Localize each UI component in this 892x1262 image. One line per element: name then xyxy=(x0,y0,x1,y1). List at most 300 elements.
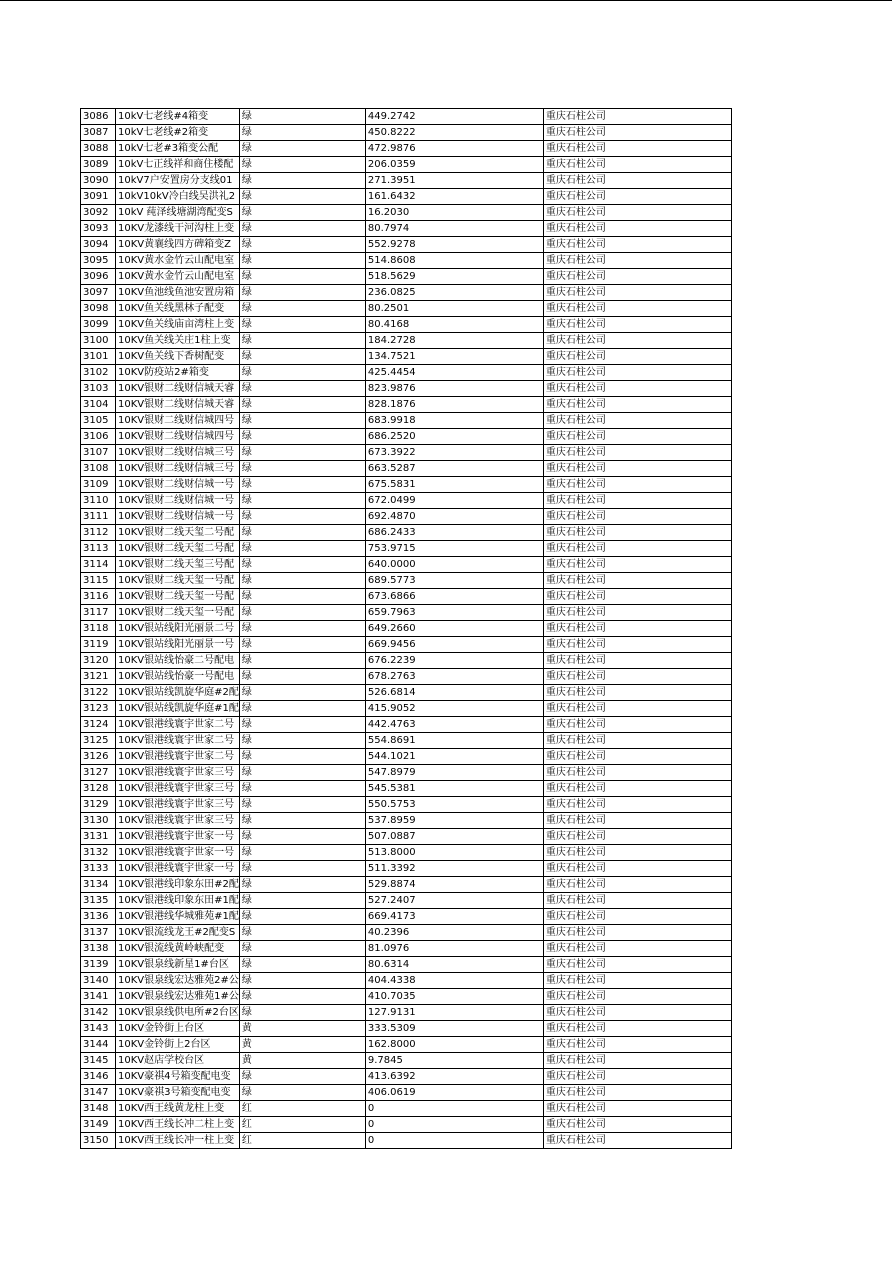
status-cell: 黄 xyxy=(239,1053,365,1069)
company-cell: 重庆石柱公司 xyxy=(543,1037,731,1053)
company-cell: 重庆石柱公司 xyxy=(543,237,731,253)
row-id-cell: 3089 xyxy=(81,157,116,173)
value-cell: 127.9131 xyxy=(365,1005,543,1021)
company-cell: 重庆石柱公司 xyxy=(543,829,731,845)
device-name-cell: 10KV黄水金竹云山配电室 xyxy=(116,269,240,285)
company-cell: 重庆石柱公司 xyxy=(543,765,731,781)
device-name-cell: 10kV 莼泽线塘湖湾配变S xyxy=(116,205,240,221)
device-name-cell: 10KV银港线寰宇世家一号 xyxy=(116,845,240,861)
table-row xyxy=(81,413,732,429)
value-cell: 80.4168 xyxy=(365,317,543,333)
table-row xyxy=(81,733,732,749)
row-id-cell: 3097 xyxy=(81,285,116,301)
table-row xyxy=(81,813,732,829)
table-row xyxy=(81,429,732,445)
company-cell: 重庆石柱公司 xyxy=(543,1085,731,1101)
company-cell: 重庆石柱公司 xyxy=(543,573,731,589)
company-cell: 重庆石柱公司 xyxy=(543,333,731,349)
status-cell: 绿 xyxy=(239,189,365,205)
row-id-cell: 3106 xyxy=(81,429,116,445)
table-row xyxy=(81,157,732,173)
device-name-cell: 10KV银港线寰宇世家一号 xyxy=(116,829,240,845)
table-row xyxy=(81,765,732,781)
status-cell: 绿 xyxy=(239,349,365,365)
row-id-cell: 3131 xyxy=(81,829,116,845)
table-row xyxy=(81,861,732,877)
table-row xyxy=(81,573,732,589)
table-row xyxy=(81,525,732,541)
status-cell: 绿 xyxy=(239,589,365,605)
company-cell: 重庆石柱公司 xyxy=(543,189,731,205)
device-name-cell: 10KV银财二线财信城三号 xyxy=(116,461,240,477)
device-name-cell: 10KV银站线凯旋华庭#1配 xyxy=(116,701,240,717)
company-cell: 重庆石柱公司 xyxy=(543,253,731,269)
status-cell: 绿 xyxy=(239,877,365,893)
table-row xyxy=(81,605,732,621)
company-cell: 重庆石柱公司 xyxy=(543,589,731,605)
value-cell: 514.8608 xyxy=(365,253,543,269)
status-cell: 绿 xyxy=(239,1069,365,1085)
device-name-cell: 10KV银港线寰宇世家二号 xyxy=(116,733,240,749)
status-cell: 红 xyxy=(239,1117,365,1133)
status-cell: 绿 xyxy=(239,445,365,461)
table-row xyxy=(81,477,732,493)
value-cell: 527.2407 xyxy=(365,893,543,909)
value-cell: 547.8979 xyxy=(365,765,543,781)
row-id-cell: 3133 xyxy=(81,861,116,877)
status-cell: 绿 xyxy=(239,717,365,733)
value-cell: 686.2433 xyxy=(365,525,543,541)
company-cell: 重庆石柱公司 xyxy=(543,893,731,909)
row-id-cell: 3109 xyxy=(81,477,116,493)
company-cell: 重庆石柱公司 xyxy=(543,781,731,797)
table-row xyxy=(81,397,732,413)
value-cell: 410.7035 xyxy=(365,989,543,1005)
table-row xyxy=(81,1117,732,1133)
status-cell: 黄 xyxy=(239,1037,365,1053)
company-cell: 重庆石柱公司 xyxy=(543,301,731,317)
table-row xyxy=(81,973,732,989)
table-row xyxy=(81,189,732,205)
table-row xyxy=(81,1101,732,1117)
device-name-cell: 10kV七老线#2箱变 xyxy=(116,125,240,141)
value-cell: 518.5629 xyxy=(365,269,543,285)
status-cell: 绿 xyxy=(239,413,365,429)
row-id-cell: 3142 xyxy=(81,1005,116,1021)
company-cell: 重庆石柱公司 xyxy=(543,509,731,525)
company-cell: 重庆石柱公司 xyxy=(543,701,731,717)
status-cell: 绿 xyxy=(239,237,365,253)
row-id-cell: 3150 xyxy=(81,1133,116,1149)
row-id-cell: 3095 xyxy=(81,253,116,269)
company-cell: 重庆石柱公司 xyxy=(543,909,731,925)
status-cell: 绿 xyxy=(239,749,365,765)
value-cell: 544.1021 xyxy=(365,749,543,765)
row-id-cell: 3118 xyxy=(81,621,116,637)
row-id-cell: 3087 xyxy=(81,125,116,141)
table-row xyxy=(81,1133,732,1149)
value-cell: 134.7521 xyxy=(365,349,543,365)
row-id-cell: 3122 xyxy=(81,685,116,701)
value-cell: 333.5309 xyxy=(365,1021,543,1037)
row-id-cell: 3094 xyxy=(81,237,116,253)
value-cell: 442.4763 xyxy=(365,717,543,733)
company-cell: 重庆石柱公司 xyxy=(543,653,731,669)
value-cell: 9.7845 xyxy=(365,1053,543,1069)
row-id-cell: 3102 xyxy=(81,365,116,381)
table-row xyxy=(81,717,732,733)
row-id-cell: 3143 xyxy=(81,1021,116,1037)
table-body xyxy=(81,109,732,1149)
value-cell: 669.9456 xyxy=(365,637,543,653)
row-id-cell: 3137 xyxy=(81,925,116,941)
device-name-cell: 10KV银财二线财信城一号 xyxy=(116,493,240,509)
status-cell: 绿 xyxy=(239,557,365,573)
row-id-cell: 3088 xyxy=(81,141,116,157)
row-id-cell: 3132 xyxy=(81,845,116,861)
device-name-cell: 10KV银泉线宏达雅苑2#公 xyxy=(116,973,240,989)
status-cell: 绿 xyxy=(239,157,365,173)
device-name-cell: 10kV七老#3箱变公配 xyxy=(116,141,240,157)
table-row xyxy=(81,669,732,685)
row-id-cell: 3114 xyxy=(81,557,116,573)
company-cell: 重庆石柱公司 xyxy=(543,1069,731,1085)
company-cell: 重庆石柱公司 xyxy=(543,813,731,829)
status-cell: 绿 xyxy=(239,173,365,189)
row-id-cell: 3096 xyxy=(81,269,116,285)
value-cell: 689.5773 xyxy=(365,573,543,589)
table-row xyxy=(81,109,732,125)
value-cell: 669.4173 xyxy=(365,909,543,925)
status-cell: 绿 xyxy=(239,141,365,157)
table-row xyxy=(81,1037,732,1053)
company-cell: 重庆石柱公司 xyxy=(543,205,731,221)
table-row xyxy=(81,989,732,1005)
device-name-cell: 10KV豪祺4号箱变配电变 xyxy=(116,1069,240,1085)
row-id-cell: 3127 xyxy=(81,765,116,781)
device-name-cell: 10KV银财二线财信城四号 xyxy=(116,429,240,445)
company-cell: 重庆石柱公司 xyxy=(543,861,731,877)
device-name-cell: 10KV鱼关线下香树配变 xyxy=(116,349,240,365)
value-cell: 673.6866 xyxy=(365,589,543,605)
device-name-cell: 10KV银站线凯旋华庭#2配 xyxy=(116,685,240,701)
value-cell: 663.5287 xyxy=(365,461,543,477)
status-cell: 绿 xyxy=(239,221,365,237)
company-cell: 重庆石柱公司 xyxy=(543,541,731,557)
status-cell: 绿 xyxy=(239,765,365,781)
row-id-cell: 3086 xyxy=(81,109,116,125)
status-cell: 绿 xyxy=(239,845,365,861)
company-cell: 重庆石柱公司 xyxy=(543,925,731,941)
status-cell: 绿 xyxy=(239,941,365,957)
table-row xyxy=(81,317,732,333)
device-name-cell: 10KV银流线黄岭峡配变 xyxy=(116,941,240,957)
company-cell: 重庆石柱公司 xyxy=(543,173,731,189)
table-row xyxy=(81,877,732,893)
value-cell: 271.3951 xyxy=(365,173,543,189)
row-id-cell: 3110 xyxy=(81,493,116,509)
device-name-cell: 10KV银财二线财信城天睿 xyxy=(116,381,240,397)
value-cell: 425.4454 xyxy=(365,365,543,381)
table-row xyxy=(81,461,732,477)
status-cell: 绿 xyxy=(239,477,365,493)
row-id-cell: 3149 xyxy=(81,1117,116,1133)
value-cell: 80.6314 xyxy=(365,957,543,973)
company-cell: 重庆石柱公司 xyxy=(543,413,731,429)
company-cell: 重庆石柱公司 xyxy=(543,349,731,365)
table-row xyxy=(81,1021,732,1037)
status-cell: 绿 xyxy=(239,1005,365,1021)
company-cell: 重庆石柱公司 xyxy=(543,317,731,333)
status-cell: 红 xyxy=(239,1101,365,1117)
value-cell: 236.0825 xyxy=(365,285,543,301)
row-id-cell: 3128 xyxy=(81,781,116,797)
company-cell: 重庆石柱公司 xyxy=(543,957,731,973)
device-name-cell: 10KV银港线寰宇世家二号 xyxy=(116,749,240,765)
device-name-cell: 10KV鱼关线黑林子配变 xyxy=(116,301,240,317)
value-cell: 640.0000 xyxy=(365,557,543,573)
company-cell: 重庆石柱公司 xyxy=(543,445,731,461)
status-cell: 绿 xyxy=(239,205,365,221)
device-name-cell: 10KV鱼池线鱼池安置房箱 xyxy=(116,285,240,301)
table-row xyxy=(81,493,732,509)
status-cell: 绿 xyxy=(239,397,365,413)
page-top-border xyxy=(0,0,892,1)
device-name-cell: 10KV西王线长冲一柱上变 xyxy=(116,1133,240,1149)
row-id-cell: 3098 xyxy=(81,301,116,317)
row-id-cell: 3123 xyxy=(81,701,116,717)
status-cell: 绿 xyxy=(239,573,365,589)
company-cell: 重庆石柱公司 xyxy=(543,637,731,653)
value-cell: 80.7974 xyxy=(365,221,543,237)
row-id-cell: 3145 xyxy=(81,1053,116,1069)
status-cell: 绿 xyxy=(239,493,365,509)
table-row xyxy=(81,141,732,157)
device-name-cell: 10KV西王线长冲二柱上变 xyxy=(116,1117,240,1133)
value-cell: 683.9918 xyxy=(365,413,543,429)
device-name-cell: 10KV黄襄线四方碑箱变Z xyxy=(116,237,240,253)
table-row xyxy=(81,589,732,605)
table-row xyxy=(81,749,732,765)
status-cell: 绿 xyxy=(239,957,365,973)
value-cell: 823.9876 xyxy=(365,381,543,397)
device-name-cell: 10KV银港线寰宇世家一号 xyxy=(116,861,240,877)
row-id-cell: 3141 xyxy=(81,989,116,1005)
value-cell: 80.2501 xyxy=(365,301,543,317)
value-cell: 513.8000 xyxy=(365,845,543,861)
table-row xyxy=(81,1085,732,1101)
value-cell: 404.4338 xyxy=(365,973,543,989)
company-cell: 重庆石柱公司 xyxy=(543,1101,731,1117)
device-name-cell: 10KV银财二线财信城一号 xyxy=(116,477,240,493)
value-cell: 0 xyxy=(365,1101,543,1117)
value-cell: 659.7963 xyxy=(365,605,543,621)
device-name-cell: 10kV7户安置房分支线01 xyxy=(116,173,240,189)
status-cell: 绿 xyxy=(239,1085,365,1101)
device-name-cell: 10KV龙漆线干河沟柱上变 xyxy=(116,221,240,237)
device-name-cell: 10KV银财二线财信城天睿 xyxy=(116,397,240,413)
company-cell: 重庆石柱公司 xyxy=(543,1133,731,1149)
table-row xyxy=(81,909,732,925)
device-name-cell: 10KV银财二线天玺一号配 xyxy=(116,573,240,589)
status-cell: 绿 xyxy=(239,909,365,925)
status-cell: 绿 xyxy=(239,109,365,125)
row-id-cell: 3135 xyxy=(81,893,116,909)
table-row xyxy=(81,253,732,269)
row-id-cell: 3119 xyxy=(81,637,116,653)
status-cell: 绿 xyxy=(239,701,365,717)
row-id-cell: 3103 xyxy=(81,381,116,397)
company-cell: 重庆石柱公司 xyxy=(543,717,731,733)
device-name-cell: 10KV银港线寰宇世家二号 xyxy=(116,717,240,733)
row-id-cell: 3090 xyxy=(81,173,116,189)
company-cell: 重庆石柱公司 xyxy=(543,125,731,141)
company-cell: 重庆石柱公司 xyxy=(543,973,731,989)
status-cell: 绿 xyxy=(239,541,365,557)
table-row xyxy=(81,1069,732,1085)
row-id-cell: 3136 xyxy=(81,909,116,925)
row-id-cell: 3111 xyxy=(81,509,116,525)
status-cell: 红 xyxy=(239,1133,365,1149)
row-id-cell: 3125 xyxy=(81,733,116,749)
company-cell: 重庆石柱公司 xyxy=(543,221,731,237)
value-cell: 449.2742 xyxy=(365,109,543,125)
status-cell: 绿 xyxy=(239,861,365,877)
device-name-cell: 10KV赵店学校台区 xyxy=(116,1053,240,1069)
value-cell: 16.2030 xyxy=(365,205,543,221)
device-name-cell: 10KV金铃街上台区 xyxy=(116,1021,240,1037)
row-id-cell: 3129 xyxy=(81,797,116,813)
company-cell: 重庆石柱公司 xyxy=(543,269,731,285)
company-cell: 重庆石柱公司 xyxy=(543,461,731,477)
value-cell: 406.0619 xyxy=(365,1085,543,1101)
value-cell: 537.8959 xyxy=(365,813,543,829)
device-name-cell: 10KV银港线寰宇世家三号 xyxy=(116,765,240,781)
status-cell: 绿 xyxy=(239,429,365,445)
status-cell: 绿 xyxy=(239,973,365,989)
device-name-cell: 10KV银港线印象东田#2配 xyxy=(116,877,240,893)
table-row xyxy=(81,221,732,237)
row-id-cell: 3121 xyxy=(81,669,116,685)
status-cell: 绿 xyxy=(239,733,365,749)
value-cell: 554.8691 xyxy=(365,733,543,749)
table-row xyxy=(81,1005,732,1021)
row-id-cell: 3139 xyxy=(81,957,116,973)
device-name-cell: 10kV七老线#4箱变 xyxy=(116,109,240,125)
status-cell: 绿 xyxy=(239,461,365,477)
table-row xyxy=(81,685,732,701)
table-row xyxy=(81,925,732,941)
row-id-cell: 3100 xyxy=(81,333,116,349)
value-cell: 672.0499 xyxy=(365,493,543,509)
table-row xyxy=(81,205,732,221)
table-row xyxy=(81,797,732,813)
device-name-cell: 10kV七正线祥和商住楼配 xyxy=(116,157,240,173)
company-cell: 重庆石柱公司 xyxy=(543,797,731,813)
company-cell: 重庆石柱公司 xyxy=(543,365,731,381)
row-id-cell: 3099 xyxy=(81,317,116,333)
row-id-cell: 3126 xyxy=(81,749,116,765)
table-row xyxy=(81,509,732,525)
value-cell: 545.5381 xyxy=(365,781,543,797)
device-name-cell: 10KV银财二线财信城四号 xyxy=(116,413,240,429)
value-cell: 828.1876 xyxy=(365,397,543,413)
value-cell: 526.6814 xyxy=(365,685,543,701)
status-cell: 绿 xyxy=(239,621,365,637)
status-cell: 绿 xyxy=(239,813,365,829)
device-name-cell: 10KV银财二线天玺一号配 xyxy=(116,589,240,605)
table-row xyxy=(81,653,732,669)
device-name-cell: 10KV金铃街上2台区 xyxy=(116,1037,240,1053)
device-name-cell: 10KV银港线华城雅苑#1配 xyxy=(116,909,240,925)
device-name-cell: 10KV银港线寰宇世家三号 xyxy=(116,781,240,797)
company-cell: 重庆石柱公司 xyxy=(543,557,731,573)
status-cell: 绿 xyxy=(239,925,365,941)
device-name-cell: 10KV鱼关线关庄1柱上变 xyxy=(116,333,240,349)
value-cell: 184.2728 xyxy=(365,333,543,349)
table-row xyxy=(81,301,732,317)
value-cell: 81.0976 xyxy=(365,941,543,957)
company-cell: 重庆石柱公司 xyxy=(543,845,731,861)
data-table xyxy=(80,108,732,1149)
device-name-cell: 10KV银财二线天玺二号配 xyxy=(116,541,240,557)
value-cell: 675.5831 xyxy=(365,477,543,493)
company-cell: 重庆石柱公司 xyxy=(543,1005,731,1021)
company-cell: 重庆石柱公司 xyxy=(543,493,731,509)
row-id-cell: 3104 xyxy=(81,397,116,413)
value-cell: 676.2239 xyxy=(365,653,543,669)
status-cell: 绿 xyxy=(239,989,365,1005)
status-cell: 绿 xyxy=(239,269,365,285)
company-cell: 重庆石柱公司 xyxy=(543,525,731,541)
value-cell: 529.8874 xyxy=(365,877,543,893)
row-id-cell: 3140 xyxy=(81,973,116,989)
device-name-cell: 10KV银财二线天玺一号配 xyxy=(116,605,240,621)
value-cell: 413.6392 xyxy=(365,1069,543,1085)
table-row xyxy=(81,237,732,253)
value-cell: 552.9278 xyxy=(365,237,543,253)
status-cell: 绿 xyxy=(239,285,365,301)
device-name-cell: 10KV银港线寰宇世家三号 xyxy=(116,813,240,829)
device-name-cell: 10KV银站线阳光丽景二号 xyxy=(116,621,240,637)
company-cell: 重庆石柱公司 xyxy=(543,141,731,157)
status-cell: 绿 xyxy=(239,317,365,333)
row-id-cell: 3112 xyxy=(81,525,116,541)
company-cell: 重庆石柱公司 xyxy=(543,285,731,301)
row-id-cell: 3108 xyxy=(81,461,116,477)
company-cell: 重庆石柱公司 xyxy=(543,733,731,749)
company-cell: 重庆石柱公司 xyxy=(543,1053,731,1069)
company-cell: 重庆石柱公司 xyxy=(543,749,731,765)
table-row xyxy=(81,381,732,397)
status-cell: 绿 xyxy=(239,125,365,141)
value-cell: 753.9715 xyxy=(365,541,543,557)
status-cell: 绿 xyxy=(239,669,365,685)
table-row xyxy=(81,333,732,349)
value-cell: 511.3392 xyxy=(365,861,543,877)
status-cell: 绿 xyxy=(239,365,365,381)
value-cell: 472.9876 xyxy=(365,141,543,157)
device-name-cell: 10KV银财二线天玺二号配 xyxy=(116,525,240,541)
table-row xyxy=(81,621,732,637)
status-cell: 绿 xyxy=(239,797,365,813)
table-row xyxy=(81,893,732,909)
table-row xyxy=(81,1053,732,1069)
table-row xyxy=(81,957,732,973)
table-row xyxy=(81,941,732,957)
value-cell: 507.0887 xyxy=(365,829,543,845)
device-name-cell: 10KV银港线寰宇世家三号 xyxy=(116,797,240,813)
